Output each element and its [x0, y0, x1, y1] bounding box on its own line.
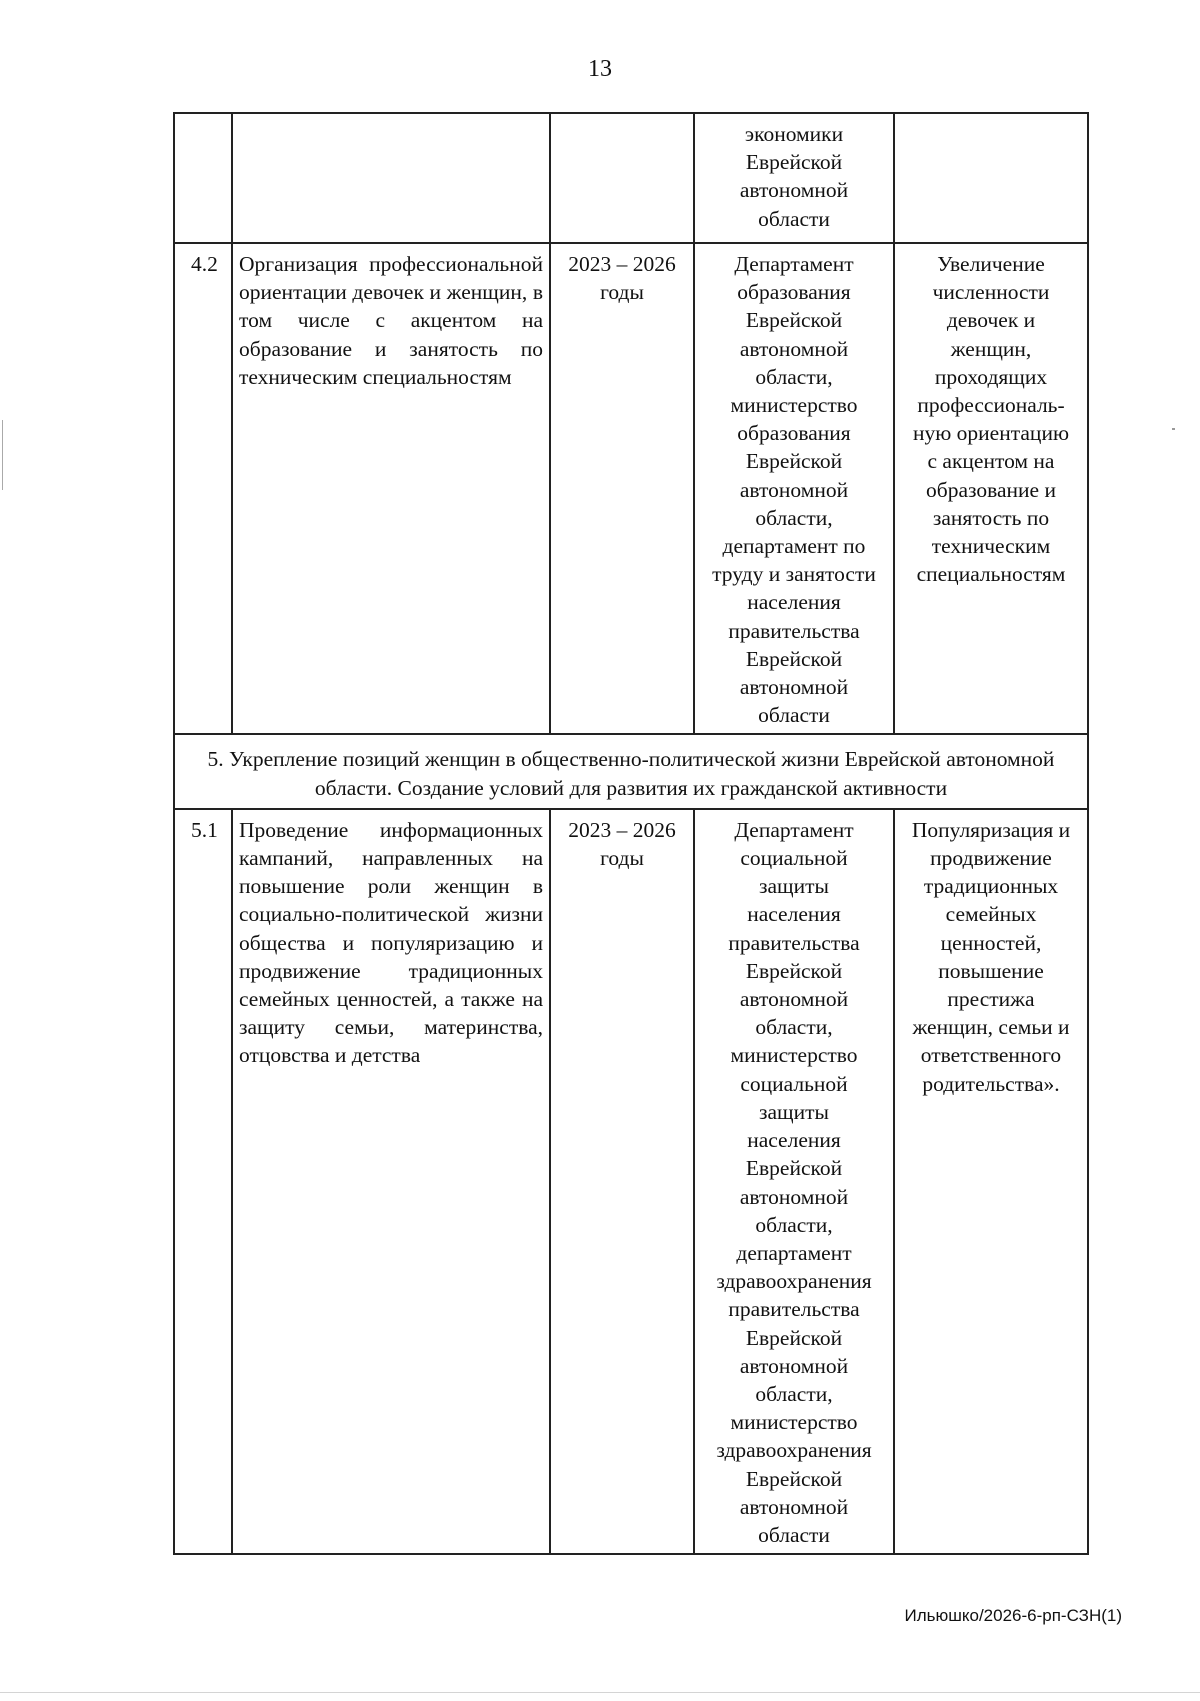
result-line: с акцентом на: [927, 449, 1055, 474]
cell-executors: [694, 243, 894, 734]
executor-line: автономной: [739, 178, 849, 203]
result-line: профессиональ-: [917, 393, 1065, 418]
executor-line: области: [758, 206, 830, 231]
executor-line: министерство: [730, 1043, 858, 1068]
executor-line: образования: [737, 280, 851, 305]
result-line: продвижение: [930, 846, 1052, 871]
executor-line: области: [758, 1522, 830, 1547]
executor-line: области,: [755, 1381, 833, 1406]
executor-line: правительства: [728, 618, 860, 643]
section-heading-row: [174, 734, 1088, 808]
executor-line: образования: [737, 421, 851, 446]
executor-line: населения: [747, 1128, 841, 1153]
executor-line: министерство: [730, 1410, 858, 1435]
executor-line: автономной: [739, 1184, 849, 1209]
result-line: ценностей,: [940, 930, 1042, 955]
result-line: родительства».: [922, 1071, 1060, 1096]
executor-line: автономной: [739, 336, 849, 361]
executor-line: Еврейской: [745, 308, 843, 333]
table-row-4-2: [174, 243, 1088, 734]
table-row-5-1: [174, 809, 1088, 1554]
cell-number: [174, 113, 232, 243]
executor-line: области: [758, 703, 830, 728]
cell-event: Проведение информационных кампаний, направленных на повышение роли женщин в социально-политической жизни общества и популяризацию и продвижение традиционных семейных ценностей, а также на защиту семьи, материнства, отцовства и детства: [232, 809, 550, 1554]
result-line: ную ориентацию: [912, 421, 1070, 446]
cell-result: [894, 809, 1088, 1554]
executor-line: Департамент: [734, 252, 854, 276]
executor-line: министерство: [730, 393, 858, 418]
cell-result: [894, 113, 1088, 243]
cell-event: Организация профессиональной ориентации девочек и женщин, в том числе с акцентом на образование и занятость по техническим специальностям: [232, 243, 550, 734]
cell-executors: [694, 809, 894, 1554]
executor-line: автономной: [739, 675, 849, 700]
executor-line: департамент по: [722, 534, 866, 559]
executor-line: автономной: [739, 477, 849, 502]
result-line: численности: [932, 280, 1050, 305]
executor-line: защиты: [759, 874, 829, 899]
executor-line: социальной: [740, 846, 848, 871]
executor-line: области,: [755, 364, 833, 389]
executor-line: области,: [755, 1015, 833, 1040]
executor-line: Департамент: [734, 817, 854, 842]
executor-line: Еврейской: [745, 449, 843, 474]
executor-line: области,: [755, 505, 833, 530]
result-line: специальностям: [916, 562, 1066, 587]
scan-artifact: [1172, 428, 1175, 430]
result-line: повышение: [938, 958, 1044, 983]
executor-line: социальной: [740, 1071, 848, 1096]
table-row-continuation: [174, 113, 1088, 243]
executor-line: правительства: [728, 930, 860, 955]
executor-line: департамент: [736, 1240, 852, 1265]
result-line: проходящих: [934, 364, 1048, 389]
executor-line: Еврейской: [745, 1466, 843, 1491]
executor-line: Еврейской: [745, 1156, 843, 1181]
scan-artifact: [0, 1692, 1200, 1693]
executor-line: населения: [747, 590, 841, 615]
result-line: традиционных: [923, 874, 1059, 899]
result-line: семейных: [945, 902, 1037, 927]
scan-artifact: [2, 420, 3, 490]
executor-line: области,: [755, 1212, 833, 1237]
executor-line: автономной: [739, 1353, 849, 1378]
result-line: женщин,: [950, 336, 1032, 361]
cell-executors: [694, 113, 894, 243]
executor-line: здравоохранения: [716, 1438, 872, 1463]
cell-period: 2023 – 2026 годы: [550, 809, 694, 1554]
executor-line: Еврейской: [745, 150, 843, 175]
executor-line: Еврейской: [745, 646, 843, 671]
cell-event: [232, 113, 550, 243]
result-line: ответственного: [920, 1043, 1062, 1068]
document-code: Ильюшко/2026-6-рп-СЗН(1): [904, 1606, 1122, 1625]
executor-line: автономной: [739, 987, 849, 1012]
cell-period: 2023 – 2026 годы: [550, 243, 694, 734]
result-line: Увеличение: [937, 252, 1045, 276]
result-line: Популяризация и: [911, 817, 1071, 842]
result-line: техническим: [931, 534, 1051, 559]
executor-line: труду и занятости: [712, 562, 876, 587]
result-line: девочек и: [946, 308, 1036, 333]
cell-result: [894, 243, 1088, 734]
executor-line: правительства: [728, 1297, 860, 1322]
executor-line: здравоохранения: [716, 1269, 872, 1294]
cell-number: 4.2: [174, 243, 232, 734]
executor-line: Еврейской: [745, 1325, 843, 1350]
executor-line: Еврейской: [745, 958, 843, 983]
measures-table: [173, 112, 1089, 1555]
result-line: занятость по: [932, 505, 1050, 530]
executor-line: автономной: [739, 1494, 849, 1519]
executor-line: экономики: [744, 122, 844, 146]
cell-number: 5.1: [174, 809, 232, 1554]
result-line: женщин, семьи и: [912, 1015, 1070, 1040]
executor-line: населения: [747, 902, 841, 927]
cell-period: [550, 113, 694, 243]
result-line: престижа: [947, 987, 1035, 1012]
page-number: 13: [588, 56, 612, 82]
executor-line: защиты: [759, 1099, 829, 1124]
result-line: образование и: [926, 477, 1056, 502]
section-5-title: 5. Укрепление позиций женщин в общественно-политической жизни Еврейской автономной области. Создание условий для развития их гражданской активности: [174, 734, 1088, 808]
